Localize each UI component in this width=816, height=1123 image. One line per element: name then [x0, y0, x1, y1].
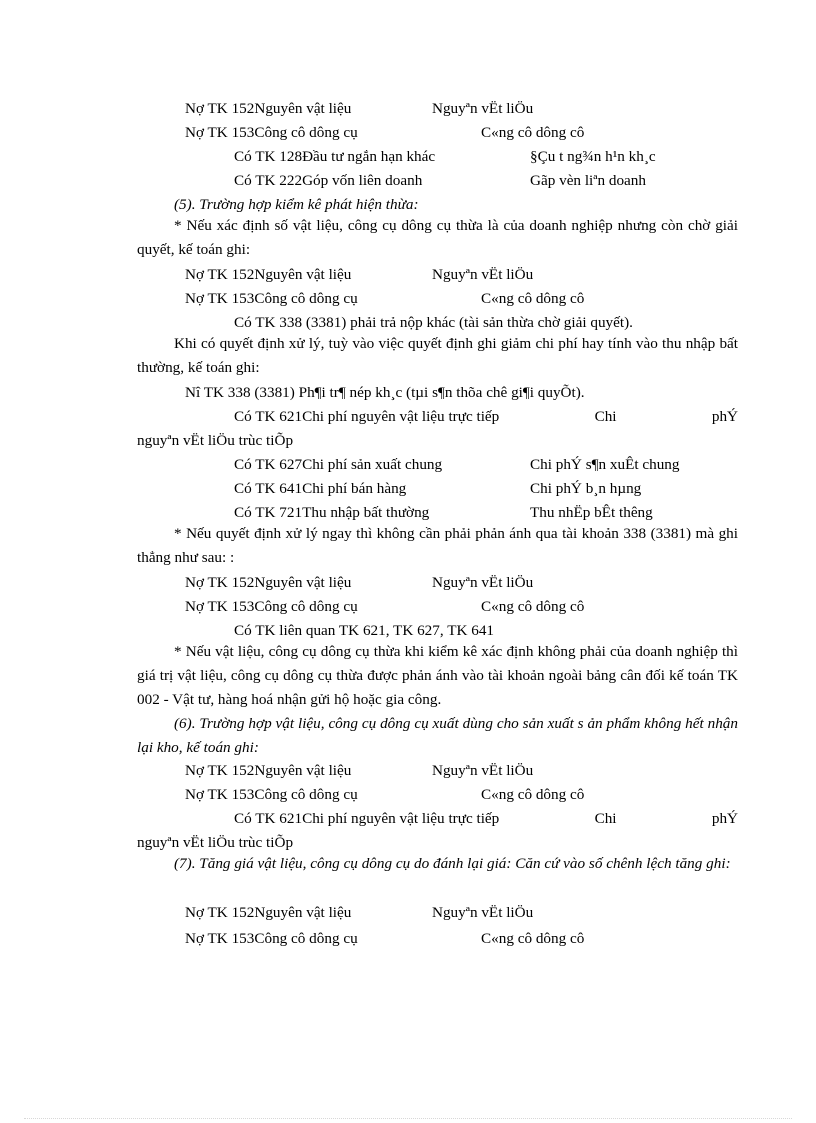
entry-debit-153: Nợ TK 153Công cô dông cụ [185, 930, 358, 947]
entry-garbled-text: Nguyªn vËt liÖu [432, 904, 534, 921]
entry-garbled-text: C«ng cô dông cô [481, 786, 585, 803]
entry-garbled-text: Nguyªn vËt liÖu [432, 574, 534, 591]
entry-garbled-text: §Çu t ng¾n h¹n kh¸c [530, 148, 656, 165]
entry-debit-153: Nợ TK 153Công cô dông cụ [185, 598, 358, 615]
paragraph-not-owned: * Nếu vật liệu, công cụ dông cụ thừa khi kiểm kê xác định không phải của doanh nghiệp thì giá trị vật liệu, công cụ dông cụ thừa được phản ánh vào tài khoản ngoài bảng cân đối kế toán TK 002 - Vật tư, hàng hoá nhận gửi hộ hoặc gia công. [137, 643, 738, 708]
entry-garbled-text: Chi [594, 810, 617, 827]
entry-garbled-text: Nî TK 338 (3381) Ph¶i tr¶ nép kh¸c (tµi s¶n thõa chê gi¶i quyÕt). [185, 384, 585, 401]
entry-garbled-text: nguyªn vËt liÖu trùc tiÕp [137, 834, 294, 851]
entry-debit-152: Nợ TK 152Nguyên vật liệu [185, 762, 352, 779]
entry-garbled-text: Nguyªn vËt liÖu [432, 266, 534, 283]
entry-credit-128: Có TK 128Đầu tư ngắn hạn khác [234, 148, 436, 165]
paragraph-immediate-decision: * Nếu quyết định xử lý ngay thì không cần phải phản ánh qua tài khoản 338 (3381) mà ghi thẳng như sau: : [137, 525, 738, 566]
entry-debit-152: Nợ TK 152Nguyên vật liệu [185, 266, 352, 283]
entry-debit-153: Nợ TK 153Công cô dông cụ [185, 786, 358, 803]
entry-credit-621-text: Có TK 621Chi phí nguyên vật liệu trực tiếp [234, 408, 500, 425]
entry-garbled-text: Chi [594, 408, 617, 425]
entry-garbled-text: Gãp vèn liªn doanh [530, 172, 646, 189]
entry-credit-related: Có TK liên quan TK 621, TK 627, TK 641 [234, 622, 495, 639]
section-heading-7: (7). Tăng giá vật liệu, công cụ dông cụ do đánh lại giá: Căn cứ vào số chênh lệch tăng ghi: [174, 855, 731, 872]
entry-credit-621 [234, 810, 738, 828]
section-heading-5: (5). Trường hợp kiểm kê phát hiện thừa: [174, 196, 419, 213]
paragraph-decision: Khi có quyết định xử lý, tuỳ vào việc quyết định ghi giảm chi phí hay tính vào thu nhập bất thường, kế toán ghi: [137, 335, 738, 376]
entry-garbled-text: Chi phÝ s¶n xuÊt chung [530, 456, 680, 473]
entry-garbled-text: Chi phÝ b¸n hµng [530, 480, 642, 497]
entry-credit-222: Có TK 222Góp vốn liên doanh [234, 172, 423, 189]
entry-garbled-text: Nguyªn vËt liÖu [432, 762, 534, 779]
entry-credit-621-text: Có TK 621Chi phí nguyên vật liệu trực tiếp [234, 810, 500, 827]
section-heading-6: (6). Trường hợp vật liệu, công cụ dông cụ xuất dùng cho sản xuất s ản phẩm không hết nhận lại kho, kế toán ghi: [137, 715, 738, 756]
entry-garbled-text: C«ng cô dông cô [481, 124, 585, 141]
entry-garbled-text: nguyªn vËt liÖu trùc tiÕp [137, 432, 294, 449]
entry-garbled-text: C«ng cô dông cô [481, 598, 585, 615]
entry-credit-627: Có TK 627Chi phí sản xuất chung [234, 456, 443, 473]
footer-divider [24, 1118, 792, 1119]
entry-garbled-text: Thu nhËp bÊt thêng [530, 504, 653, 521]
entry-garbled-text: C«ng cô dông cô [481, 930, 585, 947]
entry-debit-152: Nợ TK 152Nguyên vật liệu [185, 100, 352, 117]
entry-debit-152: Nợ TK 152Nguyên vật liệu [185, 574, 352, 591]
entry-debit-153: Nợ TK 153Công cô dông cụ [185, 124, 358, 141]
entry-debit-153: Nợ TK 153Công cô dông cụ [185, 290, 358, 307]
entry-debit-152: Nợ TK 152Nguyên vật liệu [185, 904, 352, 921]
entry-credit-621 [234, 408, 738, 426]
entry-credit-721: Có TK 721Thu nhập bất thường [234, 504, 430, 521]
entry-garbled-text: C«ng cô dông cô [481, 290, 585, 307]
entry-garbled-text: Nguyªn vËt liÖu [432, 100, 534, 117]
entry-credit-641: Có TK 641Chi phí bán hàng [234, 480, 407, 497]
paragraph-surplus-pending: * Nếu xác định số vật liệu, công cụ dông cụ thừa là của doanh nghiệp nhưng còn chờ giải quyết, kế toán ghi: [137, 217, 738, 258]
entry-garbled-text: phÝ [711, 810, 738, 827]
entry-credit-338: Có TK 338 (3381) phải trả nộp khác (tài sản thừa chờ giải quyết). [234, 314, 633, 331]
entry-garbled-text: phÝ [711, 408, 738, 425]
